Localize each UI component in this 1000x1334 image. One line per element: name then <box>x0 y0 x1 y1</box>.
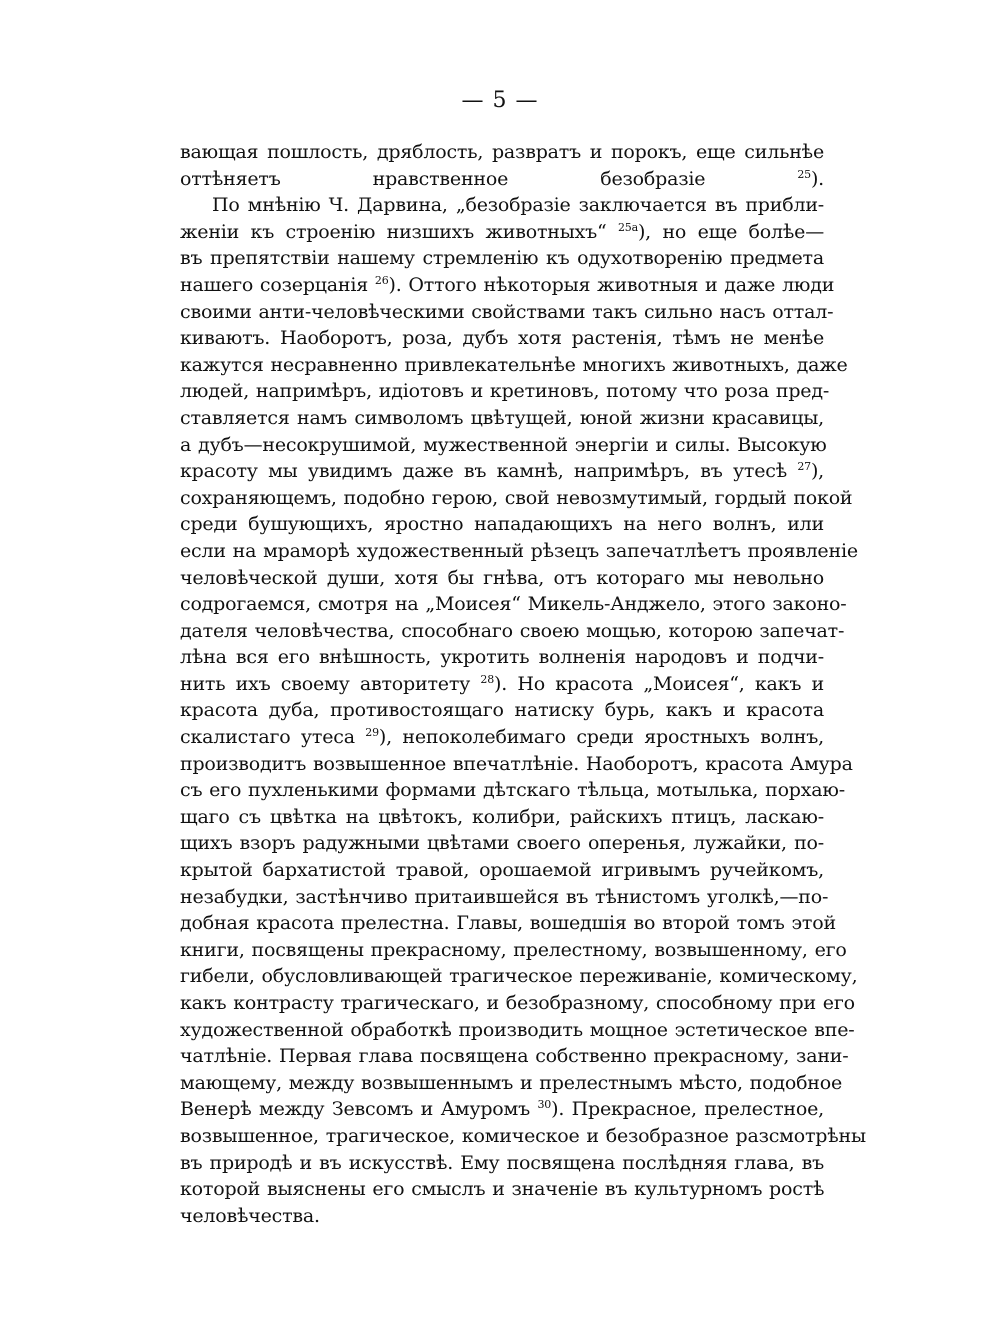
line-text-continued: ). Оттого нѣкоторыя животныя и даже люди <box>388 273 835 296</box>
line-text: а дубъ—несокрушимой, мужественной энергіи и силы. Высокую <box>180 433 827 456</box>
text-line <box>180 1096 824 1123</box>
footnote-marker: 25a <box>618 220 638 234</box>
text-line <box>180 857 824 884</box>
body-text <box>180 139 866 1229</box>
line-text: производитъ возвышенное впечатлѣніе. Наоборотъ, красота Амура <box>180 752 853 775</box>
text-line <box>180 352 848 379</box>
text-line <box>180 830 824 857</box>
line-text: щихъ взоръ радужными цвѣтами своего оперенья, лужайки, по- <box>180 832 824 855</box>
text-line <box>180 644 824 671</box>
line-text: дателя человѣчества, способнаго своею мощью, которою запечат- <box>180 619 845 642</box>
line-text: женіи къ строенію низшихъ животныхъ“ <box>180 220 618 243</box>
text-line <box>180 777 845 804</box>
text-line <box>180 192 824 219</box>
line-text: кажутся несравненно привлекательнѣе многихъ животныхъ, даже <box>180 353 848 376</box>
line-text: своими анти-человѣческими свойствами такъ сильно насъ оттал- <box>180 300 834 323</box>
line-text: нашего созерцанія <box>180 273 375 296</box>
line-text: чатлѣніе. Первая глава посвящена собственно прекрасному, зани- <box>180 1045 849 1068</box>
footnote-marker: 29 <box>365 726 379 740</box>
text-line <box>180 538 858 565</box>
line-text: скалистаго утеса <box>180 726 366 749</box>
text-line <box>180 1150 824 1177</box>
text-line <box>180 1070 843 1097</box>
text-line <box>180 1176 824 1203</box>
text-line <box>180 697 824 724</box>
line-text-continued: ). Но красота „Моисея“, какъ и <box>494 672 824 695</box>
line-text: содрогаемся, смотря на „Моисея“ Микель-Анджело, этого законо- <box>180 593 847 616</box>
text-line <box>180 432 827 459</box>
line-text: гибели, обусловливающей трагическое переживаніе, комическому, <box>180 965 858 988</box>
line-text: крытой бархатистой травой, орошаемой игривымъ ручейкомъ, <box>180 859 824 882</box>
line-text: киваютъ. Наоборотъ, роза, дубъ хотя растенія, тѣмъ не менѣе <box>180 327 824 350</box>
text-line <box>180 751 853 778</box>
text-line <box>180 937 847 964</box>
line-text: вающая пошлость, дряблость, развратъ и порокъ, еще сильнѣе <box>180 141 824 163</box>
text-line <box>180 990 855 1017</box>
text-line <box>180 166 824 193</box>
line-text: лѣна вся его внѣшность, укротить волненія народовъ и подчи- <box>180 646 824 669</box>
text-line <box>180 884 829 911</box>
text-line <box>180 963 858 990</box>
line-text: съ его пухленькими формами дѣтскаго тѣльца, мотылька, порхаю- <box>180 779 845 802</box>
footnote-marker: 30 <box>537 1098 552 1112</box>
line-text: красота дуба, противостоящаго натиску бурь, какъ и красота <box>180 699 824 722</box>
line-text-continued: ), но еще болѣе— <box>637 220 824 243</box>
line-text: книги, посвящены прекрасному, прелестному, возвышенному, его <box>180 938 847 961</box>
line-text: въ препятствіи нашему стремленію къ одухотворенію предмета <box>180 247 824 270</box>
line-text-continued: ). Прекрасное, прелестное, <box>551 1098 825 1121</box>
line-text: какъ контрасту трагическаго, и безобразному, способному при его <box>180 992 855 1014</box>
line-text: человѣчества. <box>180 1204 320 1227</box>
text-line <box>180 910 836 937</box>
line-text-continued: ), <box>810 460 824 483</box>
text-line <box>180 139 824 166</box>
text-line <box>180 245 824 272</box>
footnote-marker: 26 <box>374 273 389 287</box>
line-text: незабудки, застѣнчиво притаившейся въ тѣнистомъ уголкѣ,—по- <box>180 885 829 908</box>
footnote-marker: 25 <box>797 167 811 181</box>
text-line <box>180 219 824 246</box>
line-text: оттѣняетъ нравственное безобразіе <box>180 167 798 190</box>
line-text-continued: ). <box>810 167 824 190</box>
text-line <box>180 272 835 299</box>
text-line <box>180 565 824 592</box>
text-line <box>180 485 853 512</box>
line-text-continued: ), непоколебимаго среди яростныхъ волнъ, <box>378 726 824 749</box>
text-line <box>180 1043 849 1070</box>
text-line <box>180 1203 824 1230</box>
text-line <box>180 1123 866 1150</box>
line-text: красоту мы увидимъ даже въ камнѣ, напримѣръ, въ утесѣ <box>180 460 798 483</box>
line-text: нить ихъ своему авторитету <box>180 672 481 695</box>
line-text: которой выяснены его смыслъ и значеніе въ культурномъ ростѣ <box>180 1178 825 1201</box>
line-text: мающему, между возвышеннымъ и прелестнымъ мѣсто, подобное <box>180 1071 843 1094</box>
line-text: щаго съ цвѣтка на цвѣтокъ, колибри, райскихъ птицъ, ласкаю- <box>180 805 824 828</box>
text-line <box>180 378 830 405</box>
line-text: если на мраморѣ художественный рѣзецъ запечатлѣетъ проявленіе <box>180 539 858 562</box>
line-text: По мнѣнію Ч. Дарвина, „безобразіе заключается въ прибли- <box>212 194 824 217</box>
page-number: — 5 — <box>461 88 539 113</box>
line-text: человѣческой души, хотя бы гнѣва, отъ котораго мы невольно <box>180 566 824 589</box>
text-line <box>180 804 824 831</box>
text-line <box>180 325 824 352</box>
line-text: въ природѣ и въ искусствѣ. Ему посвящена послѣдняя глава, въ <box>180 1151 824 1174</box>
line-text: Венерѣ между Зевсомъ и Амуромъ <box>180 1098 538 1121</box>
text-line <box>180 591 847 618</box>
text-line <box>180 511 824 538</box>
footnote-marker: 28 <box>480 672 494 686</box>
line-text: людей, напримѣръ, идіотовъ и кретиновъ, потому что роза пред- <box>180 380 830 403</box>
text-line <box>180 458 824 485</box>
text-line <box>180 1017 855 1044</box>
text-line <box>180 724 824 751</box>
line-text: среди бушующихъ, яростно нападающихъ на него волнъ, или <box>180 513 824 536</box>
line-text: ставляется намъ символомъ цвѣтущей, юной жизни красавицы, <box>180 406 824 429</box>
text-line <box>180 671 824 698</box>
line-text: художественной обработкѣ производить мощное эстетическое впе- <box>180 1018 855 1041</box>
text-line <box>180 299 834 326</box>
line-text: сохраняющемъ, подобно герою, свой невозмутимый, гордый покой <box>180 486 853 509</box>
footnote-marker: 27 <box>797 460 811 474</box>
text-line <box>180 405 824 432</box>
line-text: возвышенное, трагическое, комическое и безобразное разсмотрѣны <box>180 1124 866 1147</box>
text-line <box>180 618 845 645</box>
line-text: добная красота прелестна. Главы, вошедшія во второй томъ этой <box>180 912 836 935</box>
